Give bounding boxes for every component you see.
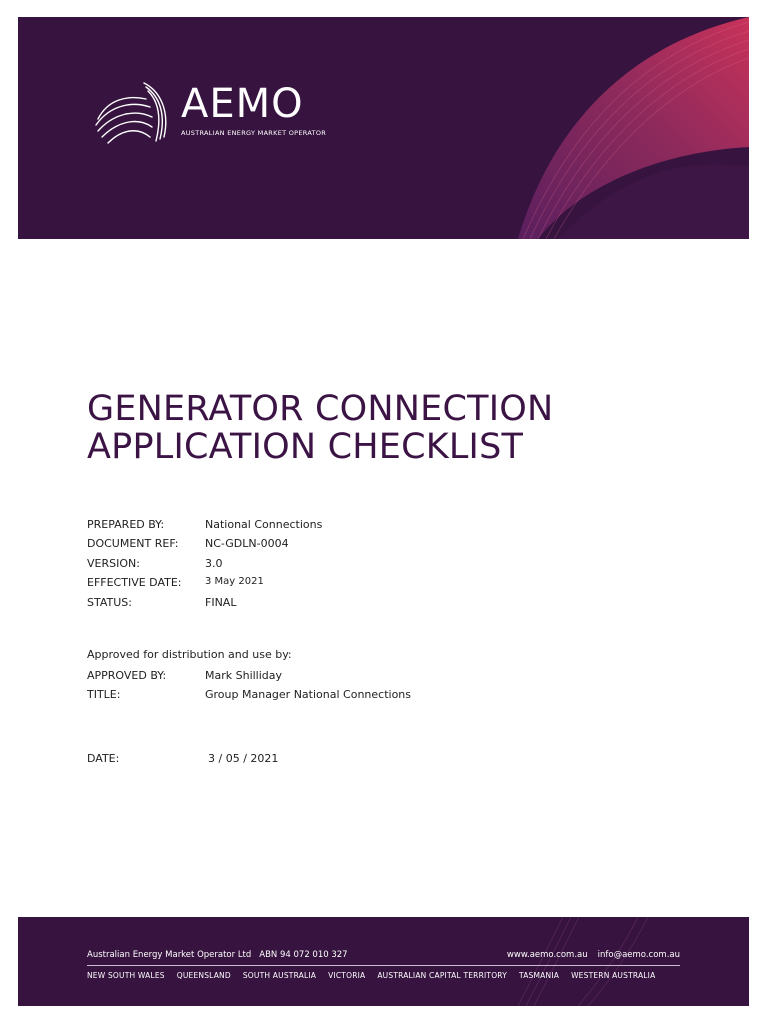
approval-details bbox=[87, 669, 587, 709]
state-item: QUEENSLAND bbox=[176, 971, 231, 980]
state-item: NEW SOUTH WALES bbox=[87, 971, 165, 980]
detail-label: PREPARED BY: bbox=[87, 518, 165, 531]
date-value: 3 / 05 / 2021 bbox=[208, 752, 279, 765]
date-label: DATE: bbox=[87, 752, 120, 765]
footer-abn: ABN 94 072 010 327 bbox=[259, 950, 348, 960]
approval-value: Mark Shilliday bbox=[205, 669, 283, 682]
header-banner bbox=[18, 17, 749, 239]
state-item: WESTERN AUSTRALIA bbox=[571, 971, 656, 980]
document-details bbox=[87, 518, 587, 618]
detail-value: National Connections bbox=[205, 518, 323, 531]
aemo-tagline: AUSTRALIAN ENERGY MARKET OPERATOR bbox=[181, 129, 327, 137]
detail-label: EFFECTIVE DATE: bbox=[87, 576, 182, 589]
detail-value: 3 May 2021 bbox=[205, 576, 264, 587]
detail-label: VERSION: bbox=[87, 557, 140, 570]
approval-intro: Approved for distribution and use by: bbox=[87, 648, 292, 661]
detail-value: 3.0 bbox=[205, 557, 223, 570]
state-item: VICTORIA bbox=[328, 971, 366, 980]
footer-banner bbox=[18, 917, 749, 1006]
approval-value: Group Manager National Connections bbox=[205, 688, 412, 701]
footer-email-link[interactable]: info@aemo.com.au bbox=[597, 950, 680, 960]
aemo-wordmark: AEMO bbox=[181, 81, 304, 127]
state-item: TASMANIA bbox=[519, 971, 560, 980]
detail-value: FINAL bbox=[205, 596, 237, 609]
document-title bbox=[87, 390, 707, 466]
approval-date bbox=[87, 752, 587, 772]
footer-company: Australian Energy Market Operator Ltd bbox=[87, 950, 252, 960]
footer-company-line bbox=[87, 950, 348, 960]
detail-value: NC-GDLN-0004 bbox=[205, 537, 289, 550]
state-item: SOUTH AUSTRALIA bbox=[242, 971, 317, 980]
aemo-logo bbox=[88, 77, 328, 157]
title-line-2: APPLICATION CHECKLIST bbox=[87, 427, 524, 467]
state-item: AUSTRALIAN CAPITAL TERRITORY bbox=[377, 971, 508, 980]
approval-label: APPROVED BY: bbox=[87, 669, 167, 682]
footer-graphic bbox=[18, 917, 749, 1006]
detail-label: STATUS: bbox=[87, 596, 132, 609]
footer-states bbox=[87, 971, 667, 980]
detail-label: DOCUMENT REF: bbox=[87, 537, 179, 550]
footer-divider bbox=[87, 965, 680, 966]
approval-label: TITLE: bbox=[87, 688, 121, 701]
footer-contact bbox=[507, 950, 680, 960]
footer-website-link[interactable]: www.aemo.com.au bbox=[506, 950, 588, 960]
title-line-1: GENERATOR CONNECTION bbox=[87, 389, 554, 429]
aemo-logo-mark-icon bbox=[88, 77, 178, 157]
